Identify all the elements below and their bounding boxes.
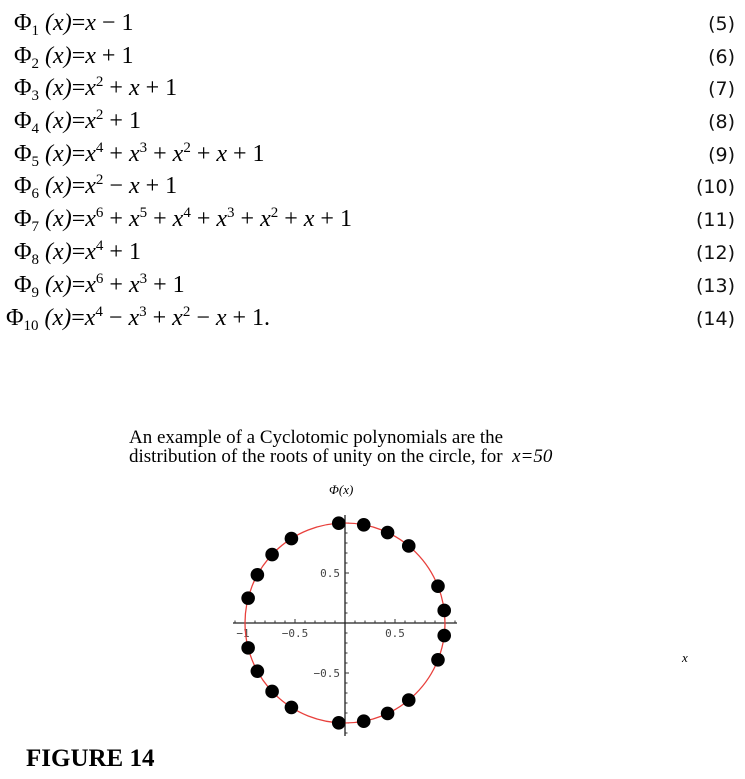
root-point [241, 641, 255, 655]
root-point [437, 629, 451, 643]
equation-number: (7) [708, 78, 735, 100]
root-point [265, 685, 279, 699]
equation-number: (11) [695, 209, 735, 231]
root-point [285, 532, 299, 546]
root-point [431, 579, 445, 593]
root-point [431, 653, 445, 667]
root-point [241, 591, 255, 605]
equation: $\Phi_{10}$ $(x)=x^4 - x^3 + x^2 - x + 1$. [6, 304, 271, 334]
equation: $\Phi_9$ $(x)=x^6 + x^3 + 1$ [14, 271, 185, 301]
root-point [402, 693, 416, 707]
equation-number: (12) [695, 242, 735, 264]
root-point [251, 664, 265, 678]
equation-number: (5) [708, 13, 735, 35]
x-axis-label: x [682, 650, 688, 665]
root-point [357, 714, 371, 728]
root-point [357, 518, 371, 532]
equation-number: (10) [695, 176, 735, 198]
equation: $\Phi_5$ $(x)=x^4 + x^3 + x^2 + x + 1$ [14, 140, 265, 170]
root-point [285, 701, 299, 715]
y-tick-label: 0.5 [320, 567, 340, 580]
equation: $\Phi_7$ $(x)=x^6 + x^5 + x^4 + x^3 + x^2 + x + 1$ [14, 205, 352, 235]
equation-number: (14) [695, 308, 735, 330]
root-point [381, 707, 395, 721]
x-tick-label: 0.5 [385, 627, 405, 640]
equation: $\Phi_6$ $(x)=x^2 - x + 1$ [14, 172, 178, 202]
x-tick-label: −0.5 [281, 627, 309, 640]
equation: $\Phi_4$ $(x)=x^2 + 1$ [14, 107, 141, 137]
caption-param: x=50 [512, 446, 553, 467]
equation-number: (6) [708, 46, 735, 68]
equation: $\Phi_3$ $(x)=x^2 + x + 1$ [14, 74, 178, 104]
root-point [402, 539, 416, 553]
figure-label: FIGURE 14 [26, 745, 155, 772]
root-point [332, 716, 346, 730]
equation: $\Phi_2$ (x)=x + 1 [14, 43, 134, 72]
x-tick-label: −1 [236, 627, 250, 640]
root-point [265, 548, 279, 562]
equation-number: (8) [708, 111, 735, 133]
equation-number: (9) [708, 144, 735, 166]
root-point [381, 526, 395, 540]
y-axis-label: Φ(x) [329, 482, 354, 497]
y-tick-label: −0.5 [313, 667, 340, 680]
caption-line-2-text: distribution of the roots of unity on the circle, for [129, 446, 503, 467]
equation: $\Phi_8$ $(x)=x^4 + 1$ [14, 238, 141, 268]
equation-number: (13) [695, 275, 735, 297]
root-point [437, 604, 451, 618]
equation: $\Phi_1$ (x)=x − 1 [14, 10, 134, 39]
root-point [251, 568, 265, 582]
root-point [332, 516, 346, 530]
caption-line-1: An example of a Cyclotomic polynomials are the [129, 427, 504, 448]
